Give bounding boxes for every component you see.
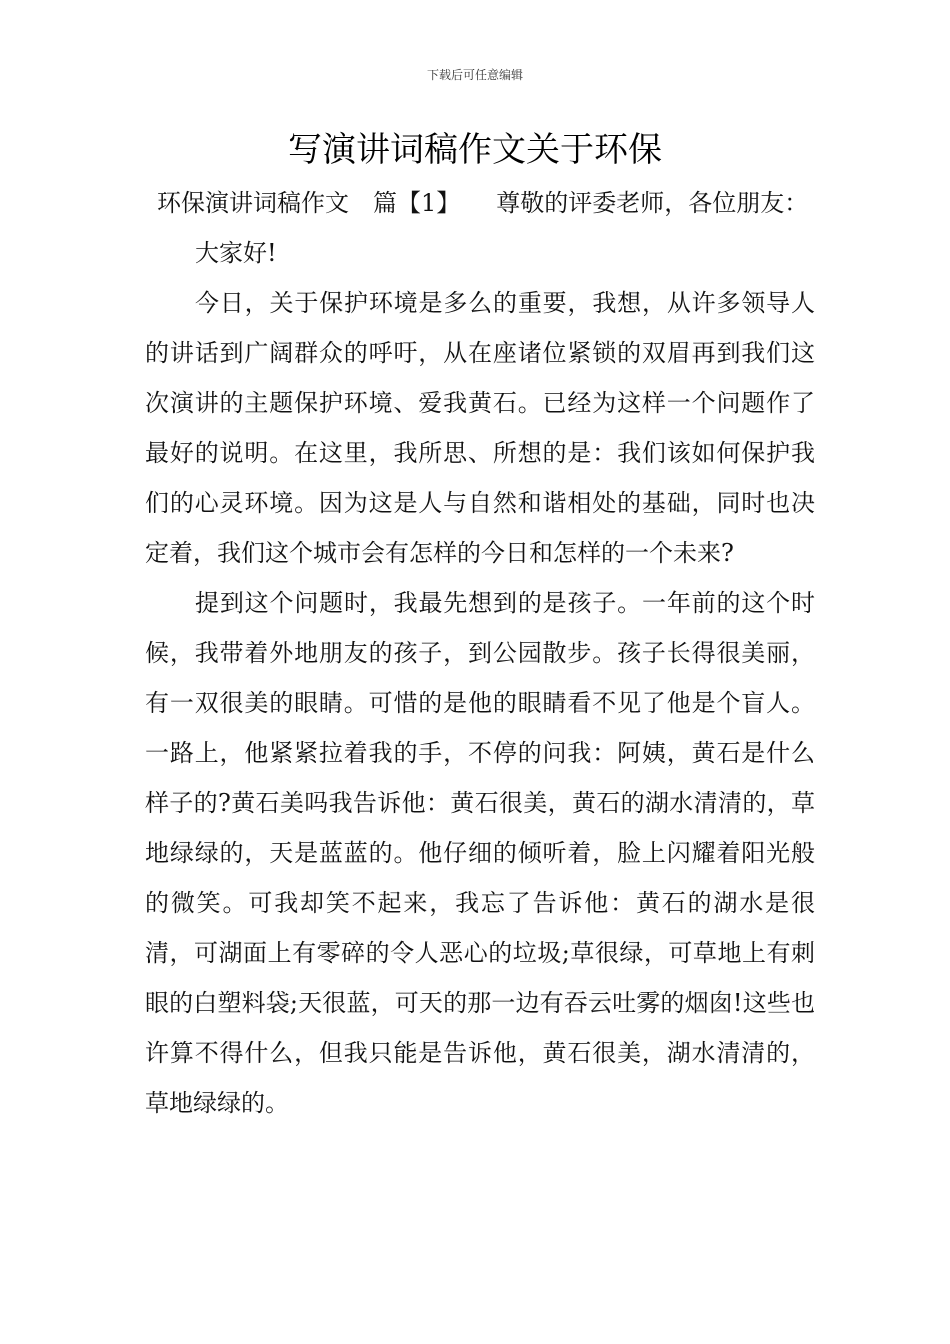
- paragraph-greeting: 大家好!: [195, 239, 277, 267]
- document-body: [145, 178, 815, 1128]
- paragraph-1: 今日，关于保护环境是多么的重要，我想，从许多领导人的讲话到广阔群众的呼吁，从在座诸位紧锁的双眉再到我们这次演讲的主题保护环境、爱我黄石。已经为这样一个问题作了最好的说明。在这里，我所思、所想的是：我们该如何保护我们的心灵环境。因为这是人与自然和谐相处的基础，同时也决定着，我们这个城市会有怎样的今日和怎样的一个未来?: [145, 289, 815, 567]
- paragraph-2: 提到这个问题时，我最先想到的是孩子。一年前的这个时候，我带着外地朋友的孩子，到公园散步。孩子长得很美丽，有一双很美的眼睛。可惜的是他的眼睛看不见了他是个盲人。一路上，他紧紧拉着我的手，不停的问我：阿姨，黄石是什么样子的?黄石美吗我告诉他：黄石很美，黄石的湖水清清的，草地绿绿的，天是蓝蓝的。他仔细的倾听着，脸上闪耀着阳光般的微笑。可我却笑不起来，我忘了告诉他：黄石的湖水是很清，可湖面上有零碎的令人恶心的垃圾;草很绿，可草地上有刺眼的白塑料袋;天很蓝，可天的那一边有吞云吐雾的烟囱!这些也许算不得什么，但我只能是告诉他，黄石很美，湖水清清的，草地绿绿的。: [145, 589, 815, 1117]
- document-title: 写演讲词稿作文关于环保: [288, 130, 662, 170]
- header-note: 下载后可任意编辑: [426, 68, 523, 82]
- intro-line: 环保演讲词稿作文 篇【1】 尊敬的评委老师，各位朋友：: [157, 189, 809, 217]
